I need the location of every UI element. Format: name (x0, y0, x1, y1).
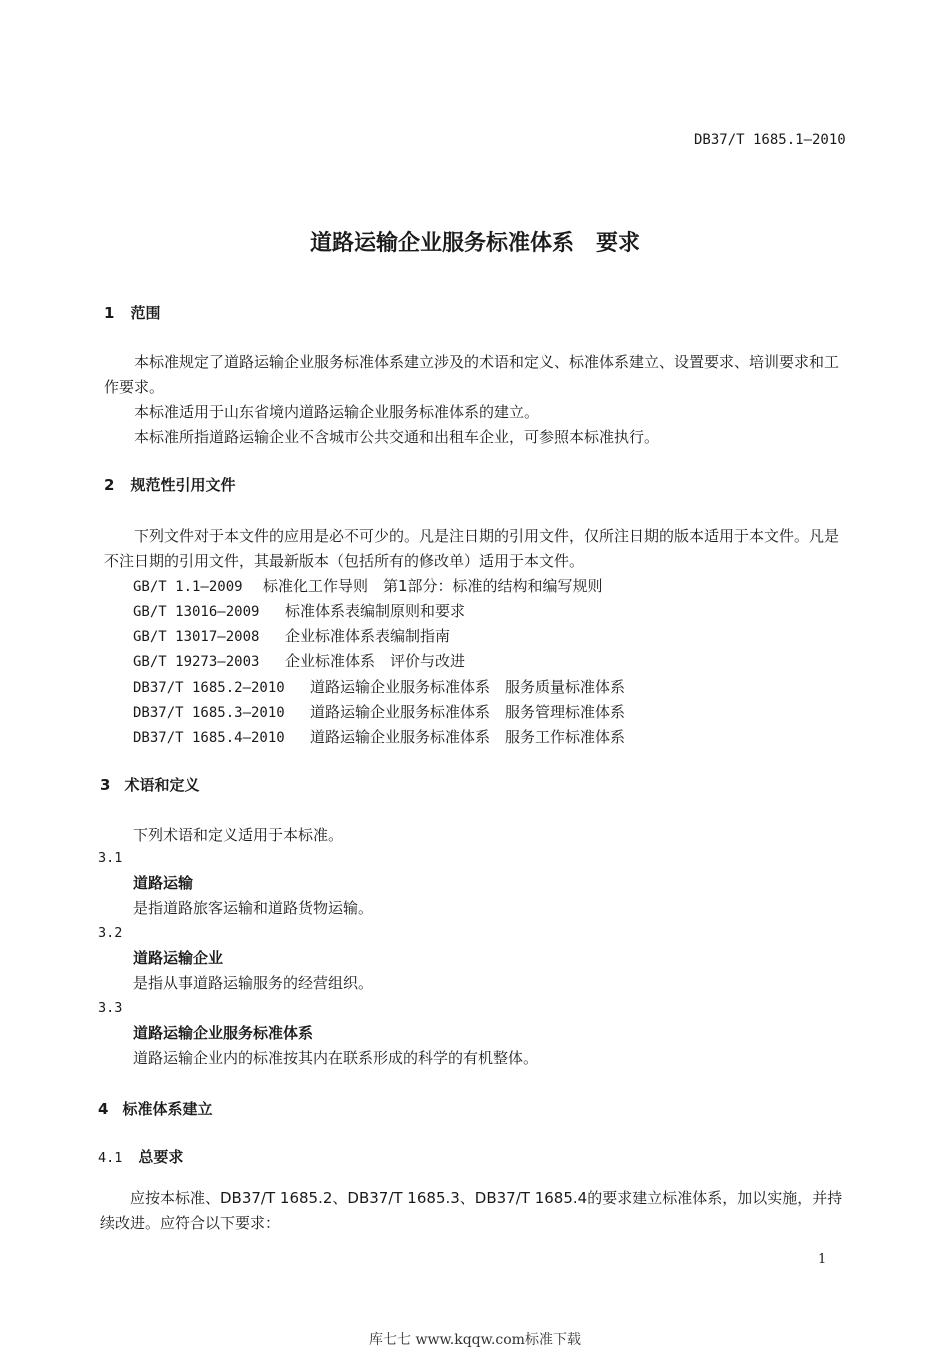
watermark-text: 库七七 www.kqqw.com标准下载 (369, 1332, 581, 1348)
reference-code: DB37/T 1685.3—2010 (133, 705, 285, 721)
subsection-title: 总要求 (138, 1148, 184, 1166)
reference-title: 道路运输企业服务标准体系 服务管理标准体系 (310, 703, 626, 721)
section-title: 标准体系建立 (122, 1100, 213, 1118)
section-title: 规范性引用文件 (130, 476, 236, 494)
section-2-heading (104, 474, 235, 495)
section-number: 4 (98, 1100, 109, 1118)
term-number: 3.1 (98, 850, 123, 866)
section-number: 1 (104, 304, 115, 322)
document-number: DB37/T 1685.1—2010 (694, 132, 846, 148)
paragraph: 应按本标准、DB37/T 1685.2、DB37/T 1685.3、DB37/T 1685.4的要求建立标准体系，加以实施，并持续改进。应符合以下要求： (100, 1189, 843, 1232)
term-name: 道路运输企业 (133, 949, 224, 967)
term-name: 道路运输 (133, 874, 194, 892)
reference-code: GB/T 19273—2003 (133, 654, 260, 670)
paragraph: 本标准所指道路运输企业不含城市公共交通和出租车企业，可参照本标准执行。 (134, 428, 660, 446)
term-name: 道路运输企业服务标准体系 (133, 1024, 314, 1042)
reference-code: GB/T 13017—2008 (133, 629, 260, 645)
reference-code: GB/T 1.1—2009 (133, 579, 243, 595)
reference-code: DB37/T 1685.4—2010 (133, 730, 285, 746)
reference-title: 道路运输企业服务标准体系 服务质量标准体系 (310, 678, 626, 696)
reference-code: DB37/T 1685.2—2010 (133, 680, 285, 696)
reference-item (133, 625, 450, 646)
subsection-number: 4.1 (98, 1150, 123, 1166)
section-number: 3 (100, 776, 111, 794)
reference-title: 企业标准体系表编制指南 (285, 627, 451, 645)
section-4-heading (98, 1098, 212, 1119)
section-3-heading (100, 774, 199, 795)
reference-title: 企业标准体系 评价与改进 (285, 652, 466, 670)
reference-item (133, 575, 603, 596)
reference-item (133, 676, 625, 697)
paragraph: 本标准规定了道路运输企业服务标准体系建立涉及的术语和定义、标准体系建立、设置要求、培训要求和工作要求。 (104, 353, 840, 396)
term-number: 3.3 (98, 1000, 123, 1016)
section-number: 2 (104, 476, 115, 494)
reference-code: GB/T 13016—2009 (133, 604, 260, 620)
paragraph: 下列文件对于本文件的应用是必不可少的。凡是注日期的引用文件，仅所注日期的版本适用于本文件。凡是不注日期的引用文件，其最新版本（包括所有的修改单）适用于本文件。 (104, 527, 840, 570)
reference-item (133, 726, 625, 747)
section-1-heading (104, 302, 160, 323)
section-title: 术语和定义 (124, 776, 200, 794)
reference-title: 标准化工作导则 第1部分：标准的结构和编写规则 (263, 577, 603, 595)
reference-title: 标准体系表编制原则和要求 (285, 602, 466, 620)
document-title: 道路运输企业服务标准体系 要求 (309, 231, 640, 256)
paragraph: 本标准适用于山东省境内道路运输企业服务标准体系的建立。 (134, 403, 540, 421)
reference-item (133, 650, 465, 671)
term-definition: 是指从事道路运输服务的经营组织。 (133, 974, 374, 992)
reference-title: 道路运输企业服务标准体系 服务工作标准体系 (310, 728, 626, 746)
term-number: 3.2 (98, 925, 123, 941)
term-definition: 道路运输企业内的标准按其内在联系形成的科学的有机整体。 (133, 1049, 539, 1067)
page-number: 1 (818, 1252, 827, 1267)
section-title: 范围 (130, 304, 161, 322)
paragraph: 下列术语和定义适用于本标准。 (133, 826, 344, 844)
reference-item (133, 600, 465, 621)
subsection-4-1-heading (98, 1146, 183, 1167)
term-definition: 是指道路旅客运输和道路货物运输。 (133, 899, 374, 917)
reference-item (133, 701, 625, 722)
